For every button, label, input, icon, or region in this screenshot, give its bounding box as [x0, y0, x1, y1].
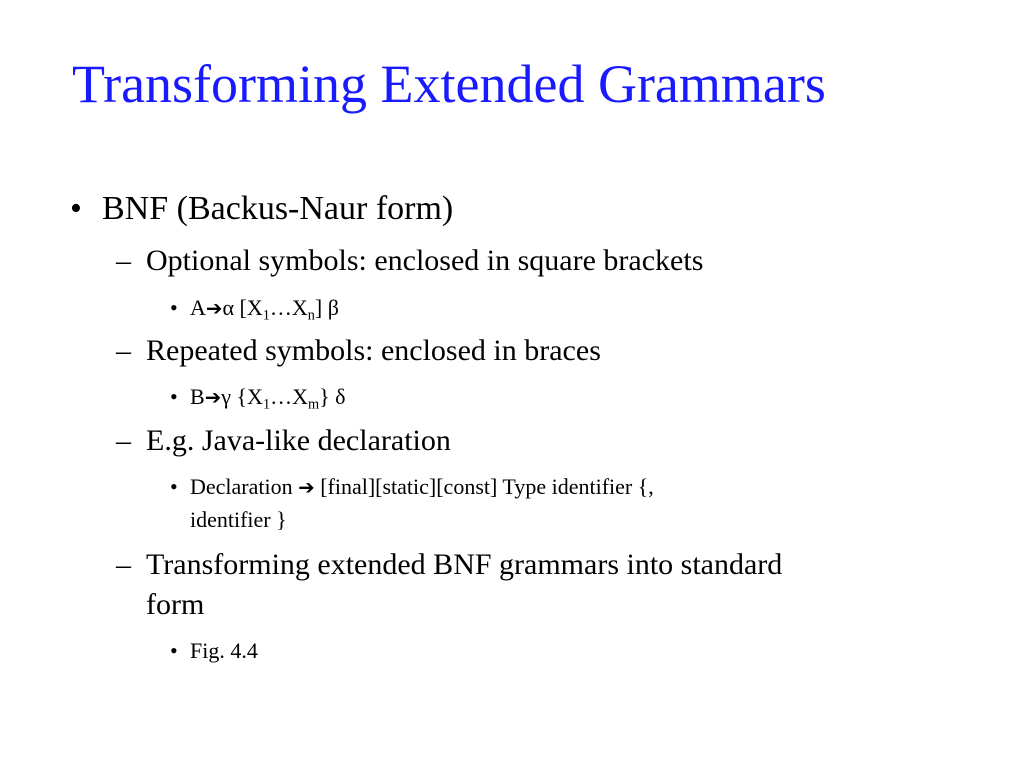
bullet-marker: • — [170, 384, 178, 409]
bullet-marker: • — [170, 474, 178, 499]
rule-part: } δ — [319, 384, 346, 409]
subscript: m — [307, 396, 320, 413]
bullet-repeated-symbols: Repeated symbols: enclosed in braces — [146, 334, 601, 367]
rule-part: …X — [269, 295, 308, 320]
dash-marker: – — [116, 424, 131, 457]
dash-marker: – — [116, 244, 131, 277]
rule-part: α [X — [222, 295, 263, 320]
subscript: 1 — [262, 307, 270, 324]
rule-part: [final][static][const] Type identifier {, — [314, 474, 654, 499]
arrow-icon: ➔ — [204, 386, 222, 409]
rule-lhs: B — [190, 384, 205, 409]
declaration-rule-line2: identifier } — [190, 507, 287, 532]
bullet-example: E.g. Java-like declaration — [146, 424, 451, 457]
bullet-bnf: BNF (Backus-Naur form) — [102, 190, 454, 227]
bullet-optional-symbols: Optional symbols: enclosed in square brackets — [146, 244, 704, 277]
bullet-marker: • — [70, 190, 82, 227]
bullet-marker: • — [170, 295, 178, 320]
bullet-fig: Fig. 4.4 — [190, 638, 258, 663]
subscript: 1 — [262, 396, 271, 413]
optional-rule — [190, 295, 339, 324]
rule-part: …X — [270, 384, 308, 409]
subscript: n — [307, 307, 315, 324]
bullet-marker: • — [170, 638, 178, 663]
dash-marker: – — [116, 334, 131, 367]
rule-part: ] β — [314, 295, 339, 320]
declaration-rule-line1 — [190, 474, 654, 500]
rule-part: Declaration — [190, 474, 299, 499]
rule-lhs: A — [190, 295, 206, 320]
bullet-transforming-line2: form — [146, 588, 205, 621]
bullet-transforming-line1: Transforming extended BNF grammars into standard — [146, 548, 783, 581]
slide-title: Transforming Extended Grammars — [72, 54, 826, 114]
dash-marker: – — [116, 548, 131, 581]
arrow-icon: ➔ — [205, 297, 223, 320]
repeated-rule — [190, 384, 346, 413]
arrow-icon: ➔ — [298, 476, 315, 499]
rule-part: γ {X — [221, 384, 263, 409]
